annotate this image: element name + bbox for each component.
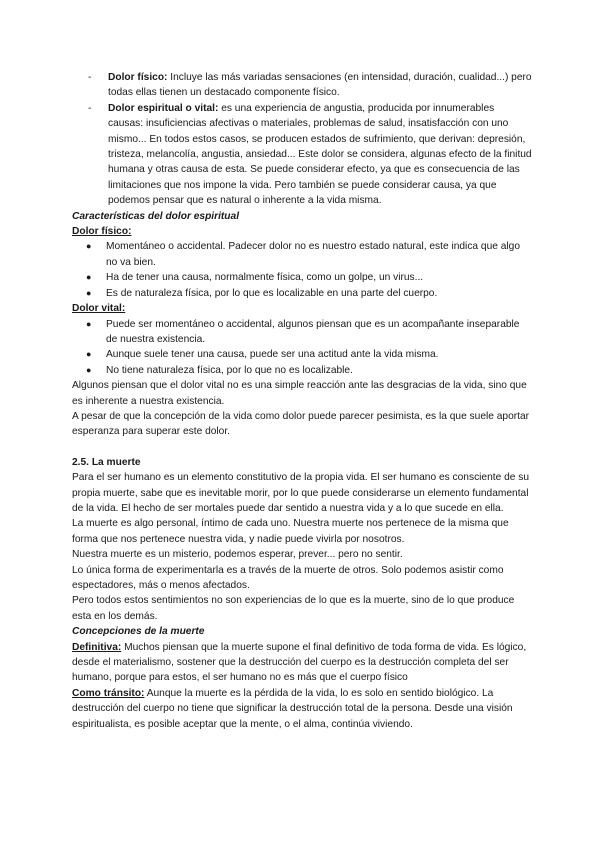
dot-bullet: ●	[86, 287, 92, 298]
list-item-text: No tiene naturaleza física, por lo que no es localizable.	[106, 364, 353, 376]
dot-bullet: ●	[86, 272, 92, 283]
dot-bullet: ●	[86, 349, 92, 360]
list-item	[86, 286, 532, 301]
list-item	[86, 317, 532, 348]
term-definition: es una experiencia de angustia, producida por innumerables causas: insuficiencias afectivas o materiales, problemas de salud, insatisfacción con uno mismo... En todos estos casos, se producen estados de sufrimiento, que derivan: depresión, tristeza, melancolía, angustia, ansiedad... Este dolor se considera, algunas efecto de la finitud humana y otras causa de esta. Se puede considerar efecto, ya que es consecuencia de las limitaciones que nos impone la vida. Pero también se puede considerar causa, ya que podemos pensar que es natural o inherente a la vida misma.	[108, 102, 532, 207]
list-item-text: Puede ser momentáneo o accidental, algunos piensan que es un acompañante inseparable de nuestra existencia.	[106, 318, 520, 345]
list-item	[86, 239, 532, 270]
dash-bullet: -	[88, 72, 92, 83]
physical-pain-heading: Dolor físico:	[72, 226, 132, 238]
list-item	[86, 363, 532, 378]
dash-bullet: -	[88, 102, 92, 114]
dot-bullet: ●	[86, 318, 92, 329]
paragraph: Algunos piensan que el dolor vital no es una simple reacción ante las desgracias de la vida, sino que es inherente a nuestra existencia.	[72, 380, 527, 407]
list-item	[86, 347, 532, 362]
paragraph	[72, 640, 532, 686]
list-item-text: Momentáneo o accidental. Padecer dolor no es nuestro estado natural, este indica que algo no va bien.	[106, 241, 520, 268]
paragraph: La muerte es algo personal, íntimo de cada uno. Nuestra muerte nos pertenece de la misma que forma que nos pertenece nuestra vida, y nadie puede vivirla por nosotros.	[72, 518, 509, 545]
list-item-text: Aunque suele tener una causa, puede ser una actitud ante la vida misma.	[106, 349, 439, 361]
paragraph: Pero todos estos sentimientos no son experiencias de lo que es la muerte, sino de lo que produce esta en los demás.	[72, 595, 515, 622]
dot-bullet: ●	[86, 364, 92, 375]
term-label: Dolor físico:	[108, 72, 168, 83]
list-item	[88, 101, 532, 209]
list-item-text	[108, 70, 532, 101]
conceptions-heading: Concepciones de la muerte	[72, 626, 205, 638]
term-definition: Incluye las más variadas sensaciones (en intensidad, duración, cualidad...) pero todas ellas tienen un destacado componente físico.	[108, 72, 532, 99]
list-item-text: Es de naturaleza física, por lo que es localizable en una parte del cuerpo.	[106, 287, 438, 299]
document-body	[72, 70, 532, 732]
list-item	[88, 70, 532, 101]
paragraph	[72, 686, 532, 732]
vital-pain-heading: Dolor vital:	[72, 303, 126, 315]
term-definition: Muchos piensan que la muerte supone el final definitivo de toda forma de vida. Es lógico, desde el materialismo, sostener que la destrucción del cuerpo es la destrucción completa del ser humano, porque para estos, el ser humano no es más que el cuerpo físico	[72, 641, 527, 684]
paragraph: A pesar de que la concepción de la vida como dolor puede parecer pesimista, es la que suele aportar esperanza para superar este dolor.	[72, 410, 530, 438]
characteristics-heading: Características del dolor espiritual	[72, 210, 240, 222]
paragraph: Para el ser humano es un elemento constitutivo de la propia vida. El ser humano es consciente de su propia muerte, sabe que es inevitable morir, por lo que puede considerarse un elemento fundamental de la vida. El hecho de ser mortales puede dar sentido a nuestra vida y a lo que sucede en ella.	[72, 472, 530, 514]
term-label: Definitiva:	[72, 641, 122, 653]
paragraph: Nuestra muerte es un misterio, podemos esperar, prever... pero no sentir.	[72, 549, 403, 561]
list-item	[86, 270, 532, 285]
term-label: Como tránsito:	[72, 687, 145, 699]
dot-bullet: ●	[86, 241, 92, 252]
paragraph: Lo única forma de experimentarla es a través de la muerte de otros. Solo podemos asistir como espectadores, más o menos afectados.	[72, 564, 504, 591]
section-heading: 2.5. La muerte	[72, 456, 141, 468]
list-item-text	[108, 101, 532, 209]
list-item-text: Ha de tener una causa, normalmente física, como un golpe, un virus...	[106, 272, 424, 284]
term-definition: Aunque la muerte es la pérdida de la vida, lo es solo en sentido biológico. La destrucción del cuerpo no tiene que significar la destrucción total de la persona. Desde una visión espiritualista, es posible aceptar que la mente, o el alma, continúa viviendo.	[72, 687, 513, 730]
term-label: Dolor espiritual o vital:	[108, 102, 219, 114]
